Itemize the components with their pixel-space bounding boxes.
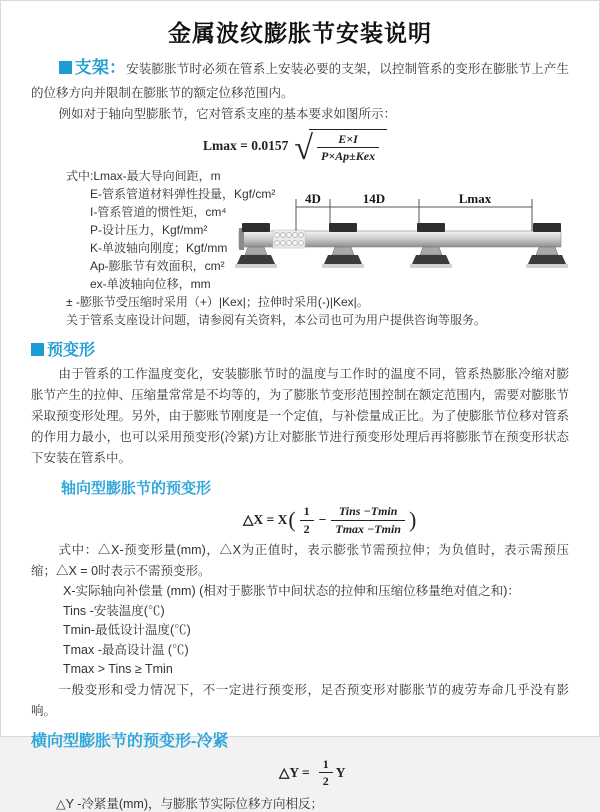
subsection-heading-lateral: 横向型膨胀节的预变形-冷紧 [31, 732, 229, 750]
half-fraction-numerator: 1 [322, 756, 329, 771]
minus-sign: − [318, 512, 327, 528]
support-example-line: 例如对于轴向型膨胀节，它对管系支座的基本要求如图所示： [58, 106, 397, 121]
axial-closing-paragraph: 一般变形和受力情况下，不一定进行预变形，足否预变形对膨胀节的疲劳寿命几乎没有影响。 [31, 682, 569, 718]
definition-item: ex-单波轴向位移，mm [90, 277, 211, 292]
lmax-fraction-numerator: E×I [338, 131, 358, 146]
support-intro-paragraph [31, 54, 569, 104]
temperature-fraction [331, 504, 405, 536]
lateral-note-line: △Y -冷紧量(mm)，与膨胀节实际位移方向相反； [56, 797, 324, 812]
half-fraction-numerator: 1 [303, 504, 310, 519]
list-item: Tmax > Tins ≥ Tmin [63, 662, 173, 677]
definition-item: I-管系管道的惯性矩，cm⁴ [90, 205, 227, 220]
section-heading-support [59, 58, 127, 77]
temperature-fraction-denominator: Tmax −Tmin [331, 520, 405, 536]
lmax-fraction [317, 132, 379, 164]
radical-sign-icon: √ [294, 129, 313, 167]
axial-formula [243, 504, 569, 536]
blue-square-icon [31, 343, 44, 356]
temperature-fraction-numerator: Tins −Tmin [338, 504, 398, 519]
list-item: X-实际轴向补偿量 (mm) (相对于膨胀节中间状态的拉伸和压缩位移量绝对值之和)： [63, 584, 520, 599]
list-item: Tmin-最低设计温度(℃) [63, 623, 191, 638]
axial-variable-list [63, 582, 569, 680]
axial-formula-pre: △X = X [243, 512, 288, 528]
lateral-formula-rhs: Y [335, 764, 346, 780]
dim-label-14d: 14D [362, 191, 386, 206]
definition-item: Ap-膨胀节有效面积，cm² [90, 259, 225, 274]
predeform-heading-label: 预变形 [47, 342, 96, 360]
lmax-formula [203, 129, 569, 167]
list-item: Tins -安装温度(℃) [63, 603, 165, 618]
pipe-support-diagram [239, 191, 569, 291]
lateral-formula-lhs: △Y = [279, 764, 310, 780]
support-diagram-svg [239, 191, 569, 291]
axial-where-paragraph: 式中：△X-预变形量(mm)，△X为正值时，表示膨张节需预拉伸；为负值时，表示需预压缩；△X = 0时表示不需预变形。 [31, 543, 569, 579]
page-title: 金属波纹膨胀节安装说明 [168, 20, 432, 46]
plusminus-rule-line: ± -膨胀节受压缩时采用（+）|Kex|；拉伸时采用(-)|Kex|。 [66, 295, 369, 310]
lateral-formula [279, 757, 569, 789]
blue-square-icon [59, 61, 72, 74]
radical-body [309, 129, 387, 164]
half-fraction-denominator: 2 [300, 520, 314, 536]
half-fraction [300, 504, 314, 536]
support-heading-label: 支架： [74, 58, 127, 77]
definition-item: K-单波轴向刚度；Kgf/mm [90, 241, 228, 256]
predeform-paragraph: 由于管系的工作温度变化，安装膨胀节时的温度与工作时的温度不同，管系热膨胀冷缩对膨胀节产生的拉伸、压缩量常常是不均等的，为了膨胀节变形范围控制在额定范围内，需要对膨胀节采取预变形处理。另外，由于膨账节刚度是一个定值，与补偿量成正比。为了使膨胀节位移对管系的作用力最小，也可以采用预变形(冷紧)方让对膨胀节进行预变形处理后再将膨胀节在预变形状态下安装在管系中。 [31, 367, 569, 466]
where-label: 式中:Lmax-最大导向间距，m [66, 169, 221, 184]
list-item: Tmax -最高设计温 (℃) [63, 642, 189, 657]
dim-label-lmax: Lmax [458, 191, 492, 206]
support-note-line: 关于管系支座设计问题，请参阅有关资料，本公司也可为用户提供咨询等服务。 [66, 313, 487, 328]
half-fraction-denominator: 2 [319, 772, 333, 788]
lmax-formula-lhs: Lmax = 0.0157 [203, 137, 289, 153]
bellows-icon [273, 230, 305, 248]
subsection-heading-axial: 轴向型膨胀节的预变形 [61, 480, 212, 498]
radical [294, 129, 387, 167]
close-paren: ) [408, 507, 417, 533]
section-heading-predeform [31, 337, 569, 360]
lmax-fraction-denominator: P×Ap±Kex [317, 147, 379, 163]
open-paren: ( [288, 507, 296, 533]
definition-item: P-设计压力，Kgf/mm² [90, 223, 208, 238]
half-fraction [319, 757, 333, 789]
support-intro-text: 安装膨胀节时必须在管系上安装必要的支架，以控制管系的变形在膨胀节上产生的位移方向并限制在膨胀节的额定位移范围内。 [31, 62, 569, 100]
dim-label-4d: 4D [305, 191, 321, 206]
definition-item: E-管系管道材料弹性投量，Kgf/cm² [90, 187, 276, 202]
